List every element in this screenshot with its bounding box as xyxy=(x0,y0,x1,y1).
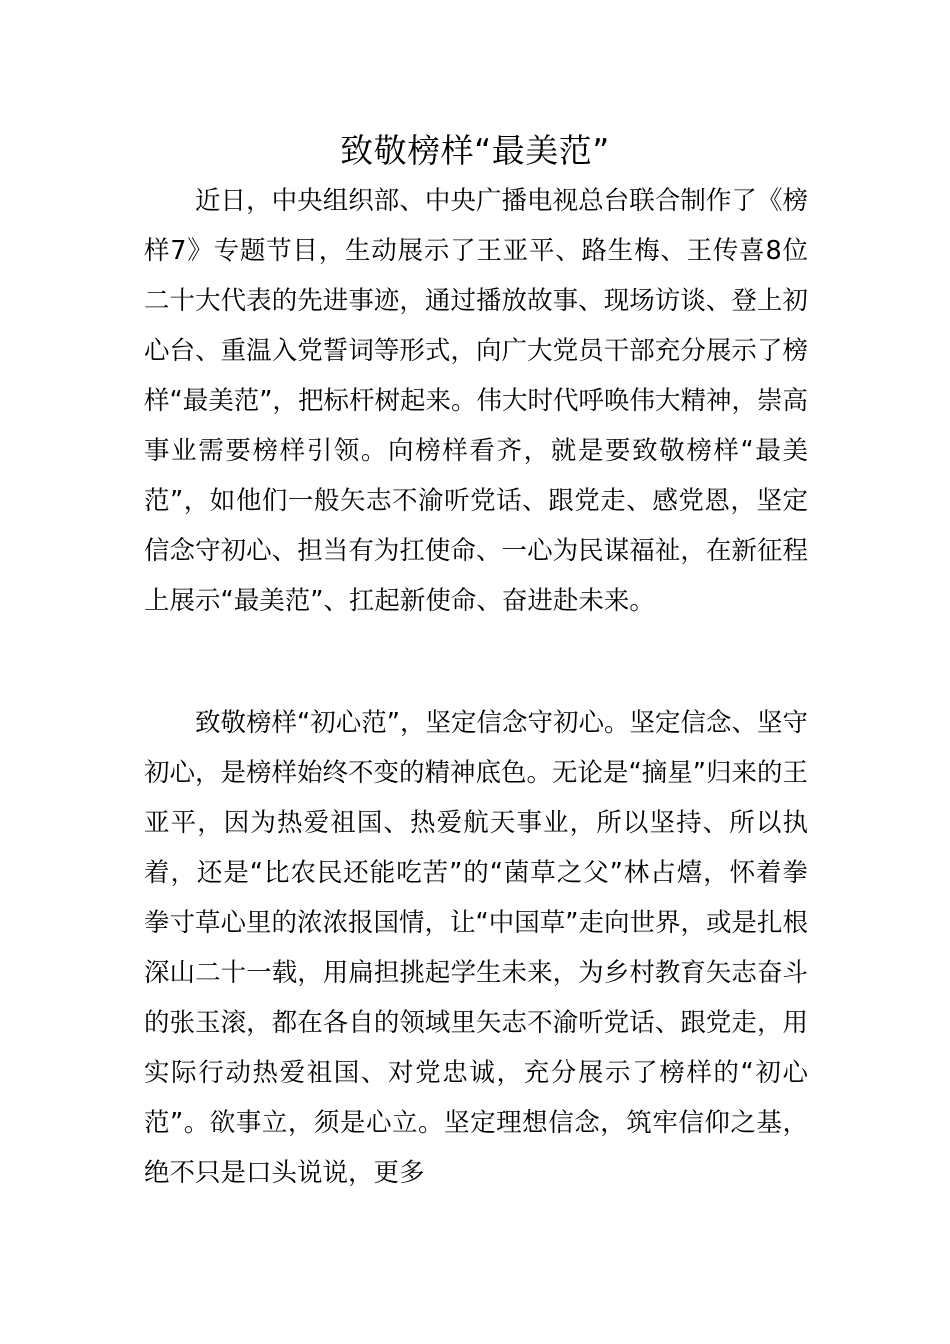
document-title: 致敬榜样“最美范” xyxy=(340,131,610,170)
paragraph-intro: 近日，中央组织部、中央广播电视总台联合制作了《榜样7》专题节目，生动展示了王亚平、路生梅、王传喜8位二十大代表的先进事迹，通过播放故事、现场访谈、登上初心台、重温入党誓词等形式，向广大党员干部充分展示了榜样“最美范”，把标杆树起来。伟大时代呼唤伟大精神，崇高事业需要榜样引领。向榜样看齐，就是要致敬榜样“最美范”，如他们一般矢志不渝听党话、跟党走、感党恩，坚定信念守初心、担当有为扛使命、一心为民谋福祉，在新征程上展示“最美范”、扛起新使命、奋进赴未来。 xyxy=(144,186,808,616)
paragraph-chuxin: 致敬榜样“初心范”，坚定信念守初心。坚定信念、坚守初心，是榜样始终不变的精神底色。无论是“摘星”归来的王亚平，因为热爱祖国、热爱航天事业，所以坚持、所以执着，还是“比农民还能吃苦”的“菌草之父”林占熺，怀着拳拳寸草心里的浓浓报国情，让“中国草”走向世界，或是扎根深山二十一载，用扁担挑起学生未来，为乡村教育矢志奋斗的张玉滚，都在各自的领域里矢志不渝听党话、跟党走，用实际行动热爱祖国、对党忠诚，充分展示了榜样的“初心范”。欲事立，须是心立。坚定理想信念，筑牢信仰之基，绝不只是口头说说，更多 xyxy=(144,708,808,1188)
